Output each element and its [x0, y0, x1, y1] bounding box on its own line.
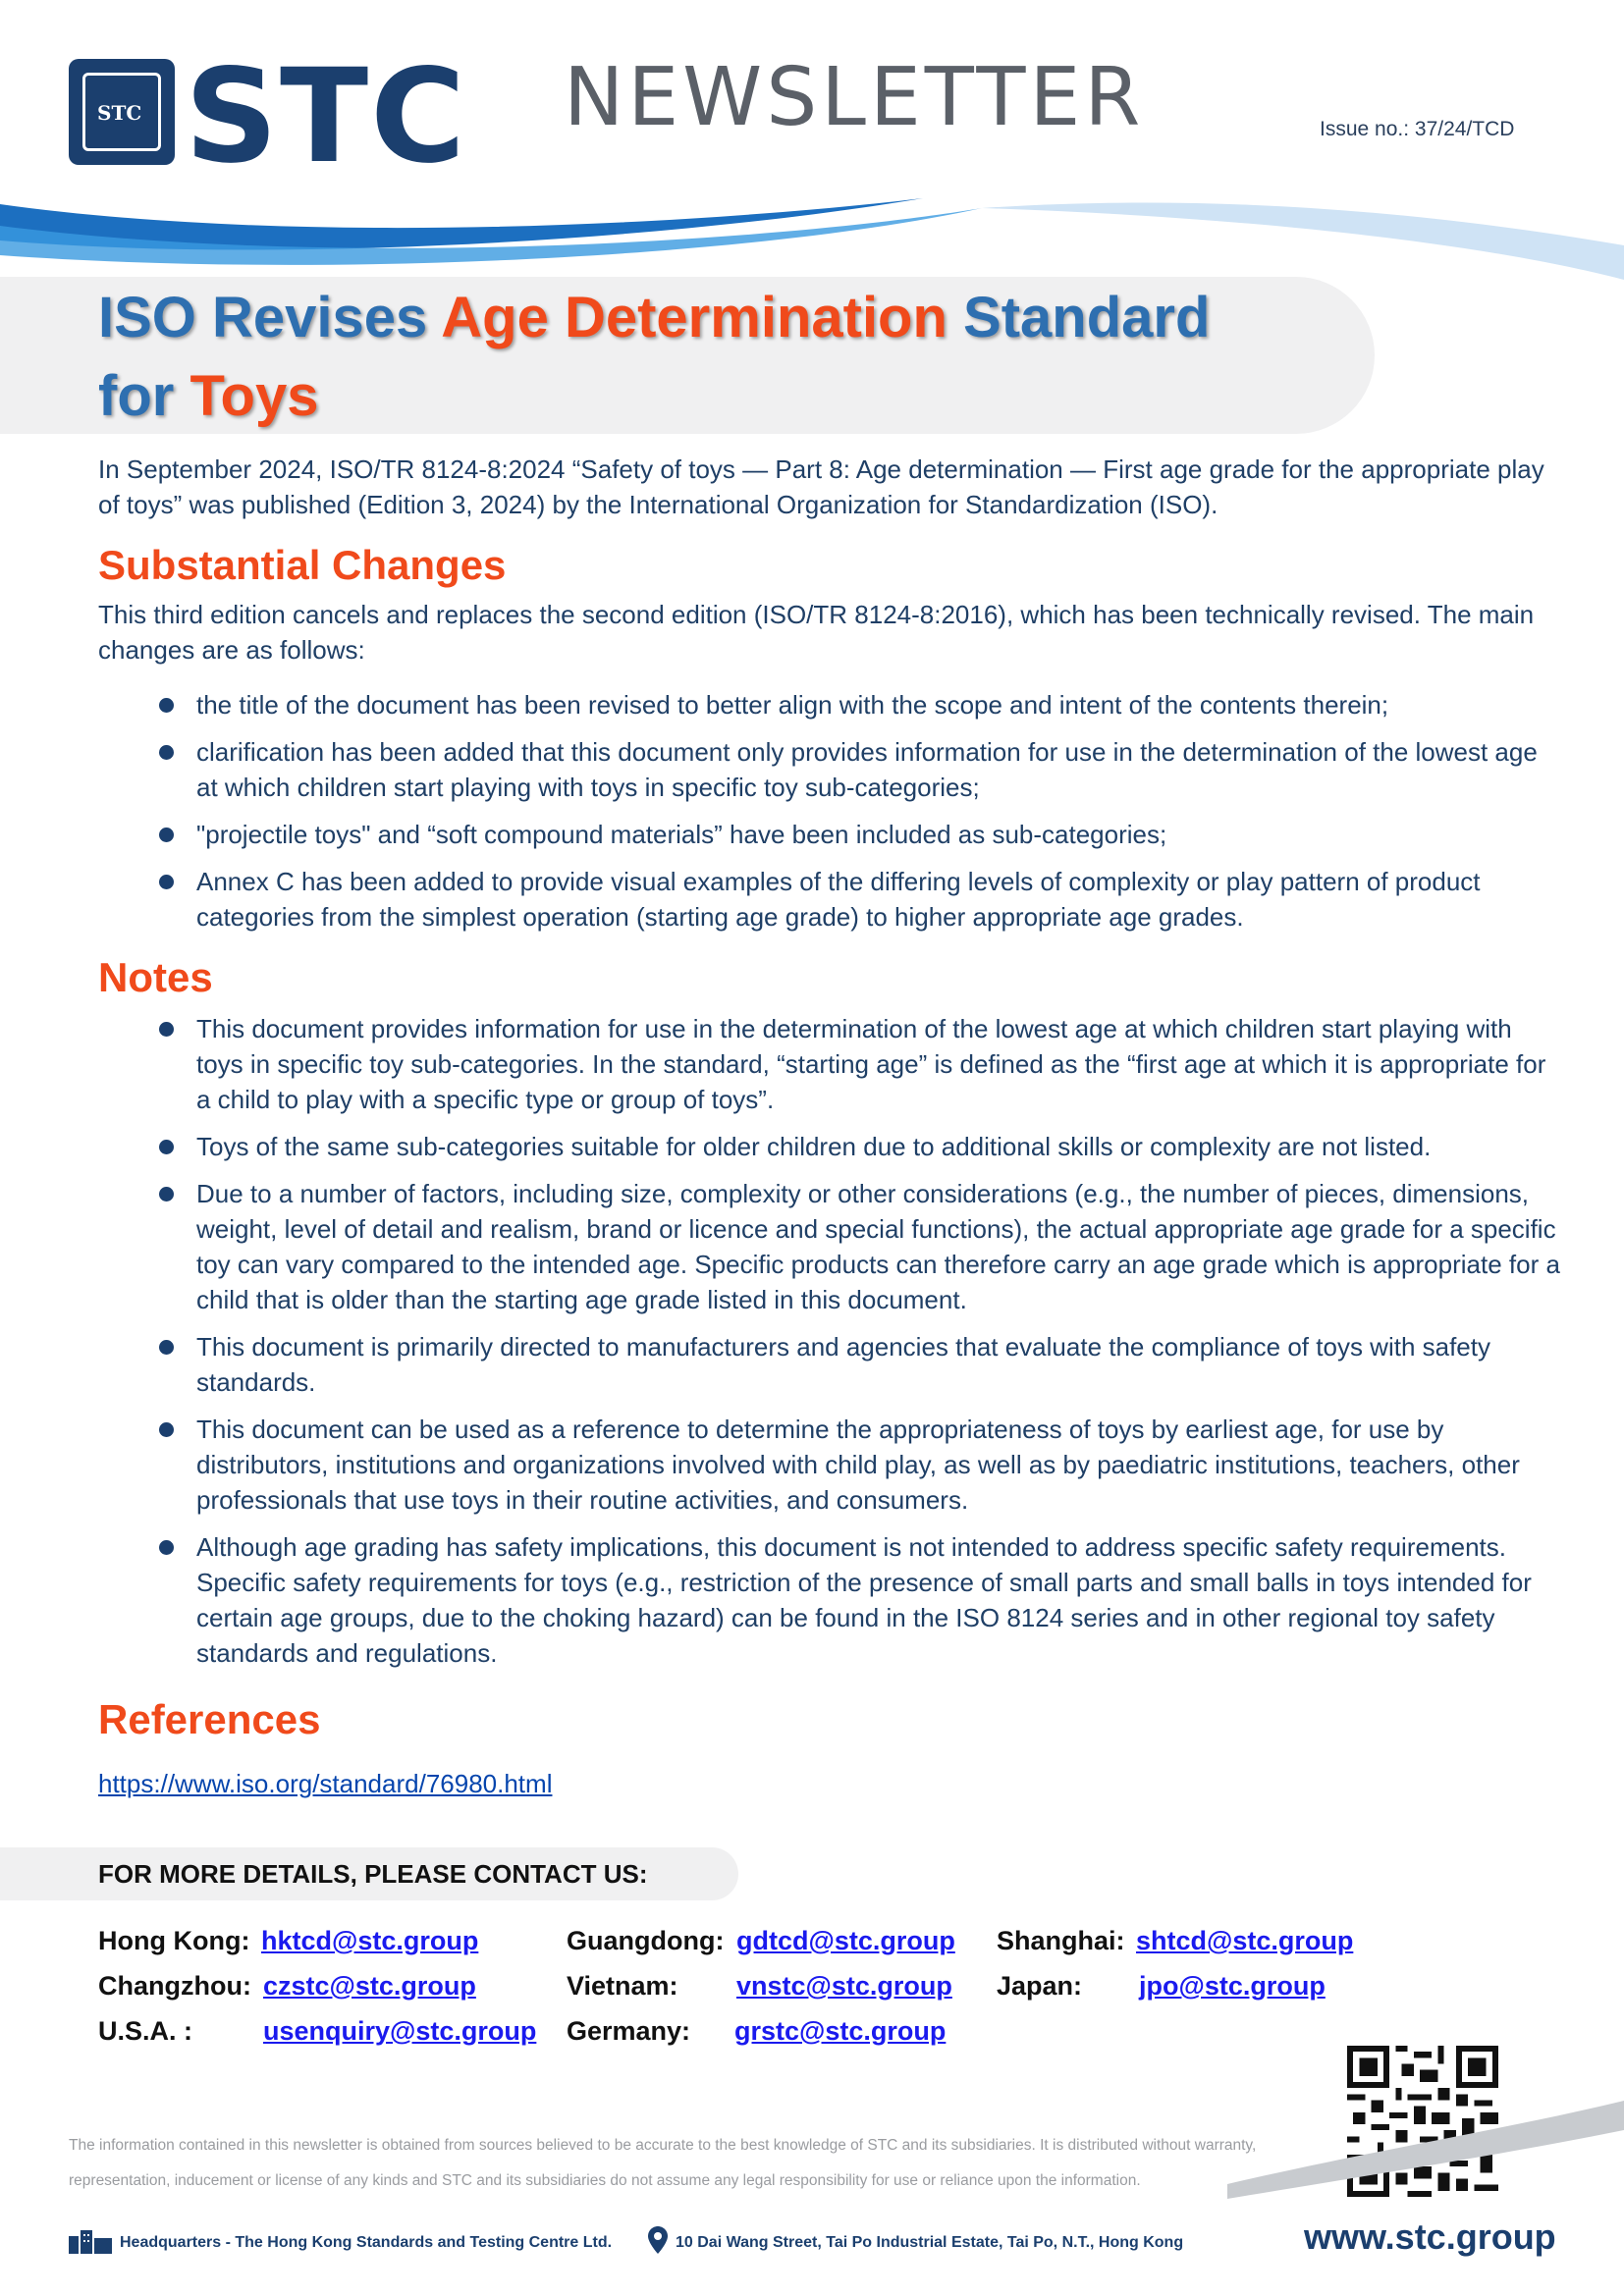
notes-list	[98, 1011, 1561, 1671]
contact-email-vietnam[interactable]: vnstc@stc.group	[736, 1971, 952, 2001]
contact-label-germany: Germany:	[567, 2016, 691, 2046]
contact-email-usa[interactable]: usenquiry@stc.group	[263, 2016, 537, 2046]
address-text: 10 Dai Wang Street, Tai Po Industrial Estate, Tai Po, N.T., Hong Kong	[676, 2234, 1184, 2251]
list-item: Toys of the same sub-categories suitable for older children due to additional skills or complexity are not listed.	[98, 1129, 1561, 1164]
contact-label-changzhou: Changzhou:	[98, 1971, 251, 2001]
stc-logo	[69, 41, 467, 192]
list-item: the title of the document has been revised to better align with the scope and intent of the contents therein;	[98, 687, 1561, 722]
list-item: Annex C has been added to provide visual examples of the differing levels of complexity or play pattern of product categories from the simplest operation (starting age grade) to higher appropriate age grades.	[98, 864, 1561, 934]
substantial-changes-heading: Substantial Changes	[98, 542, 507, 588]
contact-email-guangdong[interactable]: gdtcd@stc.group	[736, 1926, 955, 1955]
list-item: This document provides information for use in the determination of the lowest age at which children start playing with toys in specific toy sub-categories. In the standard, “starting age” is defined as the “first age at which it is appropriate for a child to play with a specific type or group of toys”.	[98, 1011, 1561, 1117]
article-title	[98, 279, 1375, 436]
changes-list	[98, 687, 1561, 934]
stc-logo-glyph: STC	[97, 101, 142, 125]
contact-label-vietnam: Vietnam:	[567, 1971, 678, 2001]
location-pin-icon	[648, 2226, 668, 2254]
contact-email-germany[interactable]: grstc@stc.group	[734, 2016, 947, 2046]
title-part-3: Standard	[947, 286, 1211, 349]
contact-email-japan[interactable]: jpo@stc.group	[1139, 1971, 1326, 2001]
title-highlight-1: Age Determination	[441, 286, 947, 349]
contact-label-usa: U.S.A. :	[98, 2016, 193, 2046]
list-item: Although age grading has safety implications, this document is not intended to address specific safety requirements. Specific safety requirements for toys (e.g., restriction of the presence of small parts and small balls in toys intended for certain age groups, due to the choking hazard) can be found in the ISO 8124 series and in other regional toy safety standards and regulations.	[98, 1529, 1561, 1671]
list-item: clarification has been added that this document only provides information for use in the determination of the lowest age at which children start playing with toys in specific toy sub-categories;	[98, 734, 1561, 805]
contact-label-japan: Japan:	[997, 1971, 1083, 2001]
header-swoosh	[0, 187, 1624, 280]
title-part-4: for	[98, 364, 190, 428]
contact-email-hong-kong[interactable]: hktcd@stc.group	[261, 1926, 479, 1955]
issue-number: Issue no.: 37/24/TCD	[1320, 118, 1515, 140]
references-heading: References	[98, 1696, 321, 1742]
contact-email-changzhou[interactable]: czstc@stc.group	[263, 1971, 476, 2001]
title-part-1: ISO Revises	[98, 286, 442, 349]
contact-title: FOR MORE DETAILS, PLEASE CONTACT US:	[98, 1859, 648, 1889]
reference-link[interactable]: https://www.iso.org/standard/76980.html	[98, 1769, 553, 1798]
contact-label-hong-kong: Hong Kong:	[98, 1926, 250, 1955]
substantial-changes-text: This third edition cancels and replaces the second edition (ISO/TR 8124-8:2016), which has been technically revised. The main changes are as follows:	[98, 600, 1535, 665]
contact-label-shanghai: Shanghai:	[997, 1926, 1125, 1955]
list-item: This document can be used as a reference to determine the appropriateness of toys by earliest age, for use by distributors, institutions and organizations involved with child play, as well as by paediatric institutions, teachers, other professionals that use toys in their routine activities, and consumers.	[98, 1412, 1561, 1518]
disclaimer: The information contained in this newsletter is obtained from sources believed to be accurate to the best knowledge of STC and its subsidiaries. It is distributed without warranty, representation, inducement or license of any kinds and STC and its subsidiaries do not assume any legal responsibility for use or reliance upon the information.	[69, 2137, 1257, 2189]
newsletter-label: NEWSLETTER	[564, 51, 1145, 144]
stc-logo-mark	[69, 59, 175, 165]
website-url[interactable]: www.stc.group	[1304, 2216, 1556, 2257]
list-item: "projectile toys" and “soft compound materials” have been included as sub-categories;	[98, 817, 1561, 852]
building-icon	[69, 2228, 112, 2254]
list-item: Due to a number of factors, including size, complexity or other considerations (e.g., the number of pieces, dimensions, weight, level of detail and realism, brand or licence and special functions), the actual appropriate age grade for a specific toy can vary compared to the intended age. Specific products can therefore carry an age grade which is appropriate for a child that is older than the starting age grade listed in this document.	[98, 1176, 1561, 1317]
stc-logo-word: STC	[185, 41, 467, 192]
contact-email-shanghai[interactable]: shtcd@stc.group	[1136, 1926, 1354, 1955]
title-highlight-2: Toys	[189, 364, 319, 428]
intro-paragraph: In September 2024, ISO/TR 8124-8:2024 “Safety of toys — Part 8: Age determination — First age grade for the appropriate play of toys” was published (Edition 3, 2024) by the International Organization for Standardization (ISO).	[98, 454, 1544, 519]
headquarters-text: Headquarters - The Hong Kong Standards and Testing Centre Ltd.	[120, 2234, 613, 2251]
notes-heading: Notes	[98, 954, 213, 1000]
list-item: This document is primarily directed to manufacturers and agencies that evaluate the compliance of toys with safety standards.	[98, 1329, 1561, 1400]
contact-label-guangdong: Guangdong:	[567, 1926, 725, 1955]
